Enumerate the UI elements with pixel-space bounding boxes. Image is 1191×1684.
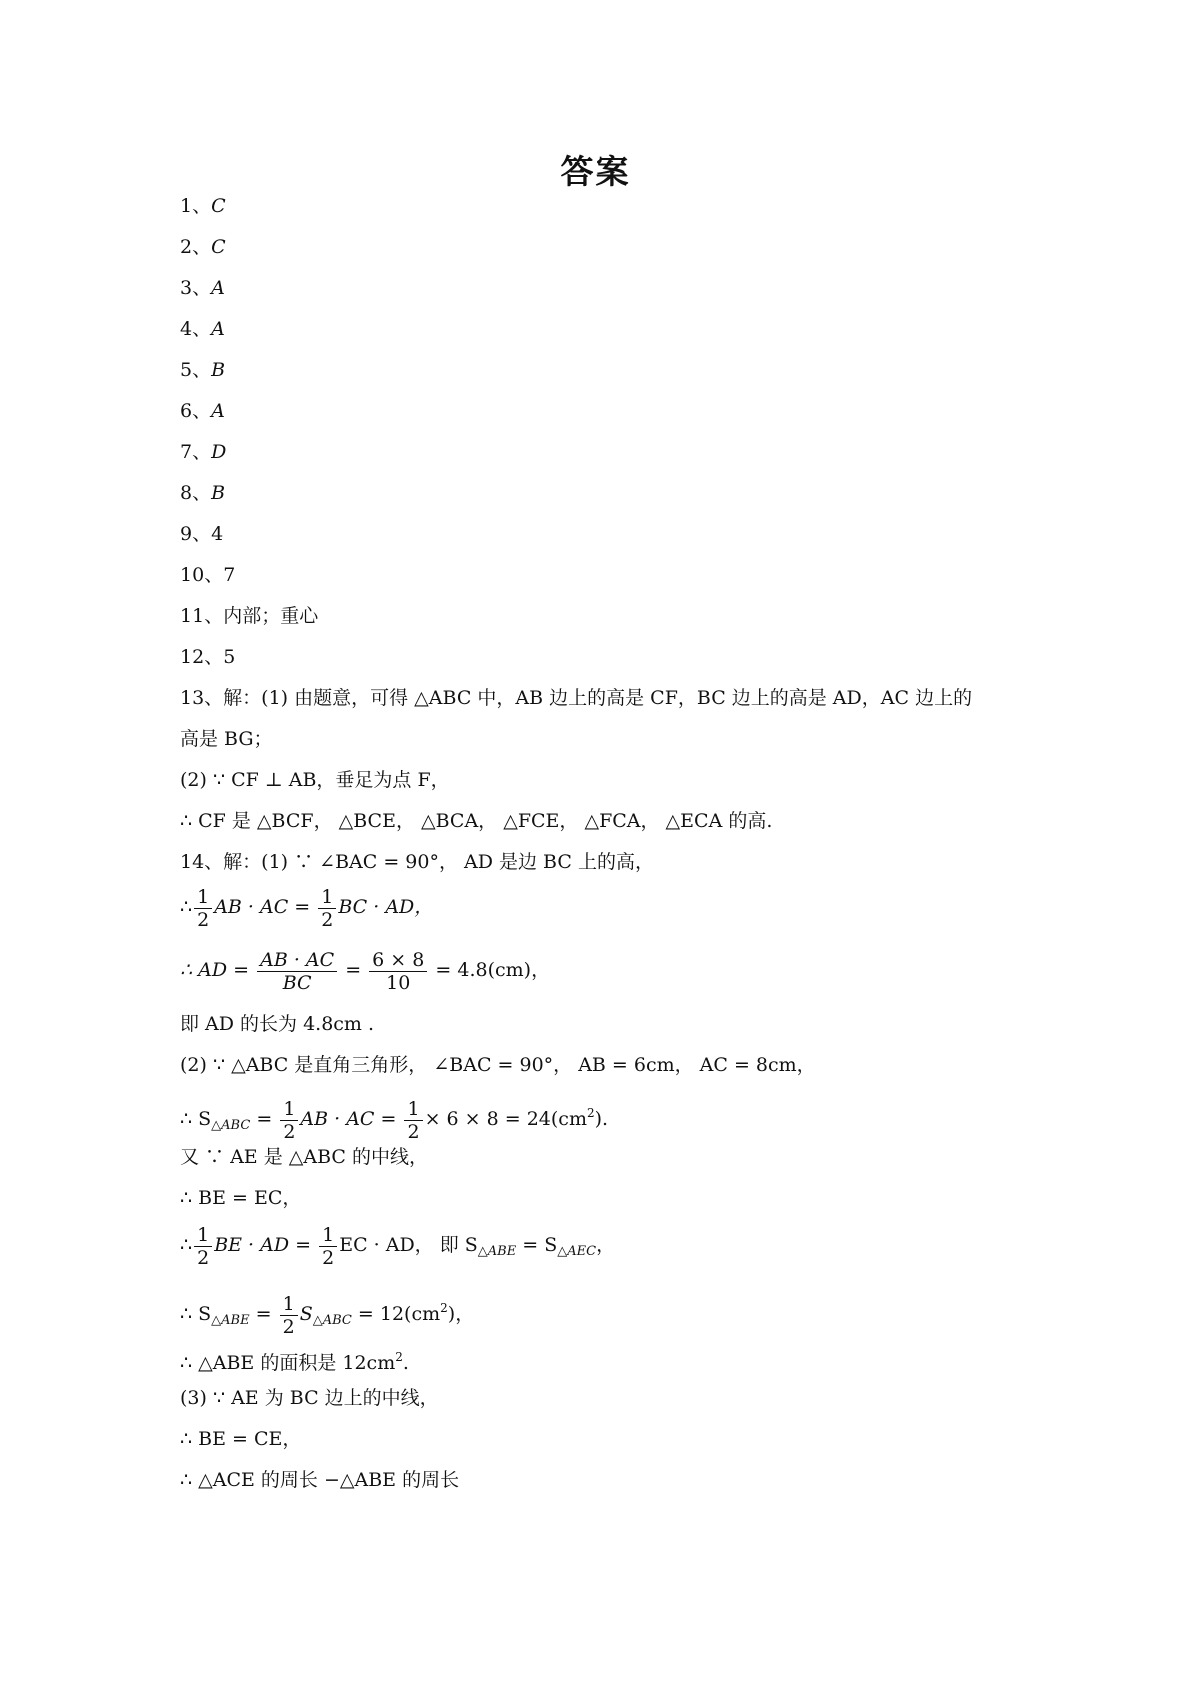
answer-line-5: 5、B — [180, 359, 226, 381]
q14-line-1: 14、解：(1) ∵ ∠BAC = 90°， AD 是边 BC 上的高， — [180, 851, 654, 873]
page-title: 答案 — [560, 152, 631, 191]
q14-line-13: ∴ BE = CE， — [180, 1428, 302, 1450]
answer-line-8: 8、B — [180, 482, 226, 504]
q13-line-4: ∴ CF 是 △BCF， △BCE， △BCA， △FCE， △FCA， △ECA 的高. — [180, 810, 773, 832]
fraction-half: $\frac{1}{2}$ — [194, 1224, 212, 1269]
q14-line-8: ∴ BE = EC， — [180, 1187, 302, 1209]
q14-line-7: 又 ∵ AE 是 △ABC 的中线， — [180, 1146, 428, 1168]
q14-line-3: ∴ AD = $\frac{AB \cdot AC}{BC}$ = $\frac{6 \times 8}{10}$ = 4.8(cm)， — [180, 948, 551, 994]
q14-line-14: ∴ △ACE 的周长 −△ABE 的周长 — [180, 1469, 460, 1491]
fraction-half: $\frac{1}{2}$ — [280, 1098, 298, 1143]
answer-line-6: 6、A — [180, 400, 225, 422]
answer-line-11: 11、内部；重心 — [180, 605, 319, 627]
q14-line-4: 即 AD 的长为 4.8cm . — [180, 1013, 375, 1035]
q13-line-2: 高是 BG； — [180, 728, 273, 750]
q14-line-11: ∴ △ABE 的面积是 $12cm^2$. — [180, 1350, 409, 1374]
answer-line-9: 9、4 — [180, 523, 224, 545]
answer-line-2: 2、C — [180, 236, 226, 258]
answer-line-10: 10、7 — [180, 564, 236, 586]
q14-line-10: ∴ $S_{\triangle ABE}$ = $\frac{1}{2}$ $S_{\triangle ABC} = 12(cm^2)$， — [180, 1292, 475, 1338]
answer-line-7: 7、D — [180, 441, 227, 463]
q13-line-1: 13、解：(1) 由题意，可得 △ABC 中，AB 边上的高是 CF，BC 边上的高是 AD，AC 边上的 — [180, 687, 973, 709]
answer-line-3: 3、A — [180, 277, 225, 299]
fraction-half: $\frac{1}{2}$ — [280, 1293, 298, 1338]
fraction-half: $\frac{1}{2}$ — [319, 1224, 337, 1269]
fraction-ab-ac-over-bc: $\frac{AB \cdot AC}{BC}$ — [257, 949, 337, 994]
answer-line-4: 4、A — [180, 318, 225, 340]
q14-line-9: ∴ $\frac{1}{2}$ BE · AD = $\frac{1}{2}$ EC · AD， 即 $S_{\triangle ABE} = S_{\triangle AEC}$， — [180, 1223, 616, 1269]
q14-line-5: (2) ∵ △ABC 是直角三角形， ∠BAC = 90°， AB = 6cm， AC = 8cm， — [180, 1054, 816, 1076]
answer-line-12: 12、5 — [180, 646, 236, 668]
q14-line-6: ∴ $S_{\triangle ABC}$ = $\frac{1}{2}$ AB · AC = $\frac{1}{2}$ × $6 \times 8 = 24(cm^2)$. — [180, 1097, 609, 1143]
fraction-half: $\frac{1}{2}$ — [404, 1098, 422, 1143]
q14-line-2: ∴ $\frac{1}{2}$ AB · AC = $\frac{1}{2}$ BC · AD， — [180, 885, 434, 931]
fraction-half: $\frac{1}{2}$ — [318, 886, 336, 931]
fraction-half: $\frac{1}{2}$ — [194, 886, 212, 931]
fraction-6x8-over-10: $\frac{6 \times 8}{10}$ — [369, 949, 427, 994]
q14-line-12: (3) ∵ AE 为 BC 边上的中线， — [180, 1387, 439, 1409]
q13-line-3: (2) ∵ CF ⊥ AB，垂足为点 F， — [180, 769, 450, 791]
answer-line-1: 1、C — [180, 195, 226, 217]
